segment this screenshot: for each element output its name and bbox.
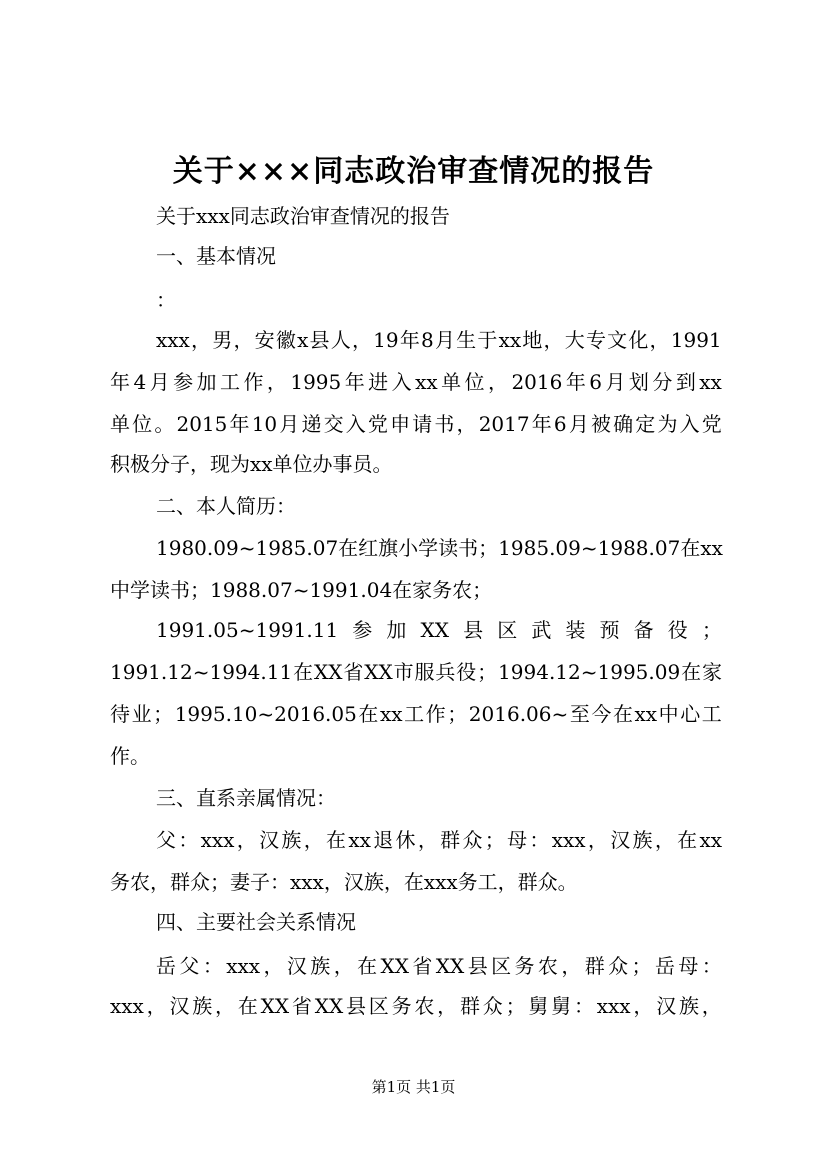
paragraph-line: 1980.09~1985.07 在 红 旗 小 学 读 书 ； 1985.09~1988.07 在 xx	[156, 536, 723, 560]
paragraph-line: 作。	[110, 744, 150, 768]
paragraph-line: 中学读书；1988.07~1991.04在家务农；	[110, 578, 493, 602]
document-title: 关于×××同志政治审查情况的报告	[172, 154, 655, 189]
paragraph-line: 1991.12~1994.11 在 XX 省 XX 市 服 兵 役 ； 1994.12~1995.09 在 家	[110, 660, 722, 684]
paragraph-line: 待 业 ； 1995.10~2016.05 在 xx 工 作 ； 2016.06~ 至 今 在 xx 中 心 工	[110, 702, 722, 726]
paragraph-line: 务农，群众；妻子：xxx，汉族，在xxx务工，群众。	[110, 870, 578, 894]
paragraph-line: 父 ： xxx ， 汉 族 ， 在 xx 退 休 ， 群 众 ； 母 ： xxx ， 汉 族 ， 在 xx	[156, 828, 722, 852]
section-heading-resume: 二、本人简历：	[156, 494, 296, 518]
paragraph-line: xxx ， 汉 族 ， 在 XX 省 XX 县 区 务 农 ， 群 众 ； 舅 舅 ： xxx ， 汉 族 ，	[110, 994, 722, 1018]
paragraph-line: 单 位 。 2015 年 10 月 递 交 入 党 申 请 书 ， 2017 年 6 月 被 确 定 为 入 党	[110, 412, 722, 436]
page-footer: 第1页 共1页	[371, 1078, 456, 1096]
paragraph-line: 年 4 月 参 加 工 作 ， 1995 年 进 入 xx 单 位 ， 2016 年 6 月 划 分 到 xx	[110, 370, 722, 394]
paragraph-line: 岳 父 ： xxx ， 汉 族 ， 在 XX 省 XX 县 区 务 农 ， 群 众 ； 岳 母 ：	[156, 954, 722, 978]
paragraph-line: 积极分子，现为xx单位办事员。	[110, 452, 393, 476]
section-heading-relatives: 三、直系亲属情况：	[156, 786, 336, 810]
colon-line: ：	[156, 288, 176, 312]
section-heading-basic-info: 一、基本情况	[156, 244, 276, 268]
subtitle-line: 关于xxx同志政治审查情况的报告	[156, 204, 450, 228]
section-heading-social: 四、主要社会关系情况	[156, 910, 356, 934]
paragraph-line: xxx ， 男 ， 安 徽 x 县 人 ， 19 年 8 月 生 于 xx 地 ， 大 专 文 化 ， 1991	[156, 328, 722, 352]
paragraph-line: 1991.05~1991.11 参 加 XX 县 区 武 装 预 备 役 ；	[156, 618, 722, 642]
